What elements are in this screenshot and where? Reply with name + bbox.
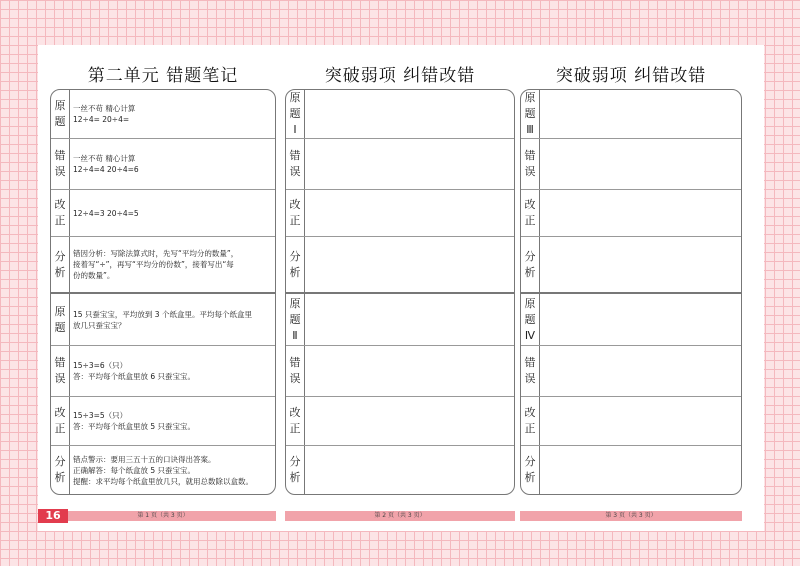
row-original-IV: 原 题 Ⅳ: [521, 295, 741, 346]
row-error-2: 错 误 15÷3=6（只） 答：平均每个纸盒里放 6 只蚕宝宝。: [51, 346, 275, 397]
row-correction-II: 改 正: [286, 397, 514, 446]
row-error-I: 错 误: [286, 139, 514, 190]
row-original-2: 原 题 15 只蚕宝宝，平均放到 3 个纸盒里。平均每个纸盒里 放几只蚕宝宝？: [51, 295, 275, 346]
column-middle: [285, 45, 515, 531]
row-correction-III: 改 正: [521, 190, 741, 237]
page-title-middle: 突破弱项 纠错改错: [324, 66, 476, 86]
column-left: [50, 45, 276, 531]
notes-pad-right: [520, 89, 742, 495]
row-original-III: 原 题 Ⅲ: [521, 90, 741, 139]
row-analysis-II: 分 析: [289, 455, 301, 484]
row-analysis-IV: 分 析: [524, 455, 536, 484]
page-title-right: 突破弱项 纠错改错: [555, 66, 707, 86]
row-analysis-2: 分 析 错点警示：要用三五十五的口诀得出答案。 正确解答：每个纸盒放 5 只蚕宝宝。 提醒：求平均每个纸盒里放几只，就用总数除以盒数。: [54, 454, 253, 486]
row-correction-1: 改 正 12÷4=3 20÷4=5: [51, 190, 275, 237]
row-original-I: 原 题 Ⅰ: [286, 90, 514, 139]
page-footer-right: 第 3 页（共 3 页）: [520, 511, 742, 521]
page-footer-middle: 第 2 页（共 3 页）: [285, 511, 515, 521]
worksheet-sheet: [38, 45, 764, 531]
page-footer-left: 第 1 页（共 3 页）: [50, 511, 276, 521]
page-number: 16: [38, 509, 68, 523]
row-original-1: 原 题 一丝不苟 精心计算 12÷4= 20÷4=: [51, 90, 275, 139]
row-correction-2: 改 正 15÷3=5（只） 答：平均每个纸盒里放 5 只蚕宝宝。: [51, 397, 275, 446]
row-error-II: 错 误: [286, 346, 514, 397]
row-analysis-III: 分 析: [521, 237, 741, 294]
row-error-IV: 错 误: [521, 346, 741, 397]
row-error-III: 错 误: [521, 139, 741, 190]
notes-pad-left: [50, 89, 276, 495]
row-analysis-1: 分 析 错因分析：写除法算式时，先写“平均分的数量”， 接着写“÷”，再写“平均分的份数”，接着写出“每 份的数量”。: [51, 237, 275, 294]
row-original-II: 原 题 Ⅱ: [286, 295, 514, 346]
row-correction-IV: 改 正: [521, 397, 741, 446]
row-analysis-I: 分 析: [286, 237, 514, 294]
row-error-1: 错 误 一丝不苟 精心计算 12÷4=4 20÷4=6: [51, 139, 275, 190]
column-right: [520, 45, 742, 531]
row-correction-I: 改 正: [286, 190, 514, 237]
page-title-left: 第二单元 错题笔记: [87, 66, 239, 86]
notes-pad-middle: [285, 89, 515, 495]
